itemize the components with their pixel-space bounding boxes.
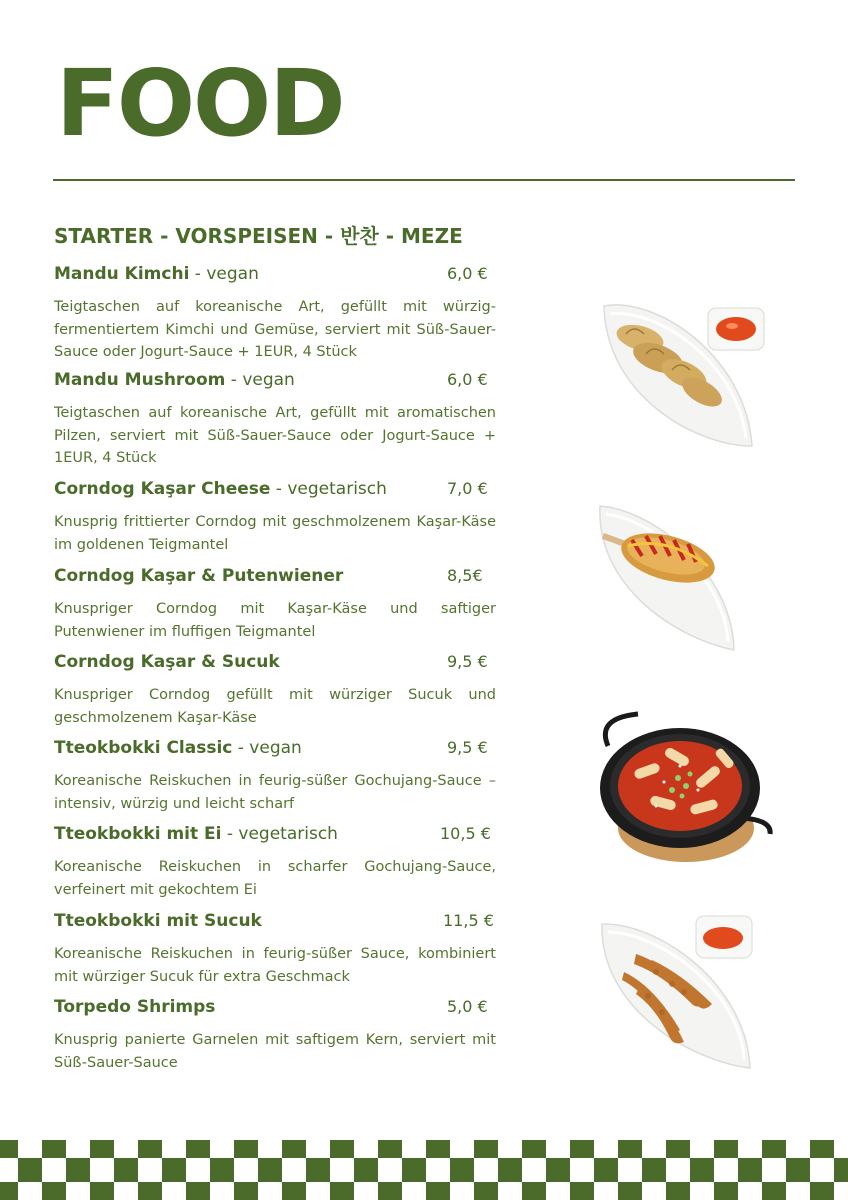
item-diet-tag: - vegan (232, 738, 302, 758)
checker-square (738, 1158, 762, 1182)
checker-square (402, 1158, 426, 1182)
menu-item-tteokbokki-mit-ei (54, 824, 496, 901)
item-description: Knuspriger Corndog gefüllt mit würziger Sucuk und geschmolzenem Kaşar-Käse (54, 687, 496, 726)
item-price: 7,0 € (447, 479, 488, 498)
checker-square (570, 1140, 594, 1158)
checker-square (810, 1140, 834, 1158)
checker-square (618, 1182, 642, 1200)
checker-square (210, 1158, 234, 1182)
checker-square (762, 1140, 786, 1158)
checker-square (282, 1140, 306, 1158)
item-name: Mandu Kimchi (54, 264, 190, 284)
item-price: 6,0 € (447, 370, 488, 389)
item-description: Koreanische Reiskuchen in feurig-süßer Gochujang-Sauce – intensiv, würzig und leicht scharf (54, 773, 496, 812)
checker-square (378, 1140, 402, 1158)
checker-square (450, 1158, 474, 1182)
checker-square (474, 1182, 498, 1200)
item-name: Tteokbokki Classic (54, 738, 233, 758)
checker-square (330, 1140, 354, 1158)
item-description: Koreanische Reiskuchen in feurig-süßer Sauce, kombiniert mit würziger Sucuk für extra Geschmack (54, 946, 496, 985)
item-description: Knuspriger Corndog mit Kaşar-Käse und saftiger Putenwiener im fluffigen Teigmantel (54, 601, 496, 640)
menu-item-mandu-kimchi (54, 264, 496, 364)
item-description: Koreanische Reiskuchen in scharfer Gochujang-Sauce, verfeinert mit gekochtem Ei (54, 859, 496, 898)
menu-item-torpedo-shrimps (54, 997, 496, 1074)
checker-square (114, 1158, 138, 1182)
checker-square (762, 1182, 786, 1200)
checker-square (426, 1182, 450, 1200)
item-price: 8,5€ (447, 566, 483, 585)
checker-square (42, 1182, 66, 1200)
item-name: Corndog Kaşar & Sucuk (54, 652, 280, 672)
checker-square (162, 1158, 186, 1182)
checker-square (666, 1182, 690, 1200)
menu-item-mandu-mushroom (54, 370, 496, 470)
tteokbokki-pan-photo (594, 706, 774, 866)
checker-square (834, 1158, 848, 1182)
page-title: FOOD (56, 50, 344, 157)
item-name: Tteokbokki mit Ei (54, 824, 222, 844)
checker-square (522, 1140, 546, 1158)
item-name: Torpedo Shrimps (54, 997, 216, 1017)
checker-square (234, 1140, 258, 1158)
divider-line (53, 179, 795, 181)
checker-square (138, 1140, 162, 1158)
shrimp-plate-photo (596, 912, 756, 1072)
item-price: 10,5 € (440, 824, 491, 843)
checker-square (90, 1140, 114, 1158)
checker-square (714, 1182, 738, 1200)
item-diet-tag: - vegetarisch (221, 824, 338, 844)
checker-square (258, 1158, 282, 1182)
corndog-plate-photo (592, 500, 742, 655)
menu-item-tteokbokki-classic (54, 738, 496, 815)
item-description: Teigtaschen auf koreanische Art, gefüllt mit aromatischen Pilzen, serviert mit Süß-Sauer-Sauce oder Jogurt-Sauce + 1EUR, 4 Stück (54, 405, 496, 466)
checker-square (474, 1140, 498, 1158)
checker-square (0, 1140, 18, 1158)
checker-square (186, 1140, 210, 1158)
checker-square (330, 1182, 354, 1200)
item-diet-tag: - vegan (189, 264, 259, 284)
item-price: 6,0 € (447, 264, 488, 283)
item-price: 11,5 € (443, 911, 494, 930)
checker-square (282, 1182, 306, 1200)
section-title: STARTER - VORSPEISEN - 반찬 - MEZE (54, 224, 463, 248)
checker-square (666, 1140, 690, 1158)
checker-square (546, 1158, 570, 1182)
item-diet-tag: - vegetarisch (270, 479, 387, 499)
checkerboard-footer (0, 1140, 848, 1200)
checker-square (522, 1182, 546, 1200)
item-name: Corndog Kaşar Cheese (54, 479, 271, 499)
menu-item-tteokbokki-mit-sucuk (54, 911, 496, 988)
item-name: Corndog Kaşar & Putenwiener (54, 566, 344, 586)
checker-square (66, 1158, 90, 1182)
checker-square (714, 1140, 738, 1158)
checker-square (690, 1158, 714, 1182)
item-description: Teigtaschen auf koreanische Art, gefüllt mit würzig-fermentiertem Kimchi und Gemüse, serviert mit Süß-Sauer-Sauce oder Jogurt-Sauce + 1EUR, 4 Stück (54, 299, 496, 360)
checker-square (306, 1158, 330, 1182)
checker-square (618, 1140, 642, 1158)
checker-square (138, 1182, 162, 1200)
item-price: 9,5 € (447, 738, 488, 757)
checker-square (234, 1182, 258, 1200)
checker-square (42, 1140, 66, 1158)
checker-square (0, 1182, 18, 1200)
checker-square (186, 1182, 210, 1200)
checker-square (570, 1182, 594, 1200)
mandu-plate-photo (596, 296, 768, 450)
checker-square (786, 1158, 810, 1182)
checker-square (642, 1158, 666, 1182)
menu-item-corndog-kasar-putenwiener (54, 566, 496, 643)
checker-square (378, 1182, 402, 1200)
item-description: Knusprig panierte Garnelen mit saftigem Kern, serviert mit Süß-Sauer-Sauce (54, 1032, 496, 1071)
checker-square (18, 1158, 42, 1182)
menu-item-corndog-kasar-sucuk (54, 652, 496, 729)
checker-square (426, 1140, 450, 1158)
checker-square (354, 1158, 378, 1182)
item-price: 9,5 € (447, 652, 488, 671)
item-diet-tag: - vegan (225, 370, 295, 390)
checker-square (90, 1182, 114, 1200)
item-description: Knusprig frittierter Corndog mit geschmolzenem Kaşar-Käse im goldenen Teigmantel (54, 514, 496, 553)
item-name: Mandu Mushroom (54, 370, 226, 390)
checker-square (498, 1158, 522, 1182)
item-price: 5,0 € (447, 997, 488, 1016)
item-name: Tteokbokki mit Sucuk (54, 911, 262, 931)
menu-item-corndog-kasar-cheese (54, 479, 496, 556)
checker-square (594, 1158, 618, 1182)
checker-square (810, 1182, 834, 1200)
